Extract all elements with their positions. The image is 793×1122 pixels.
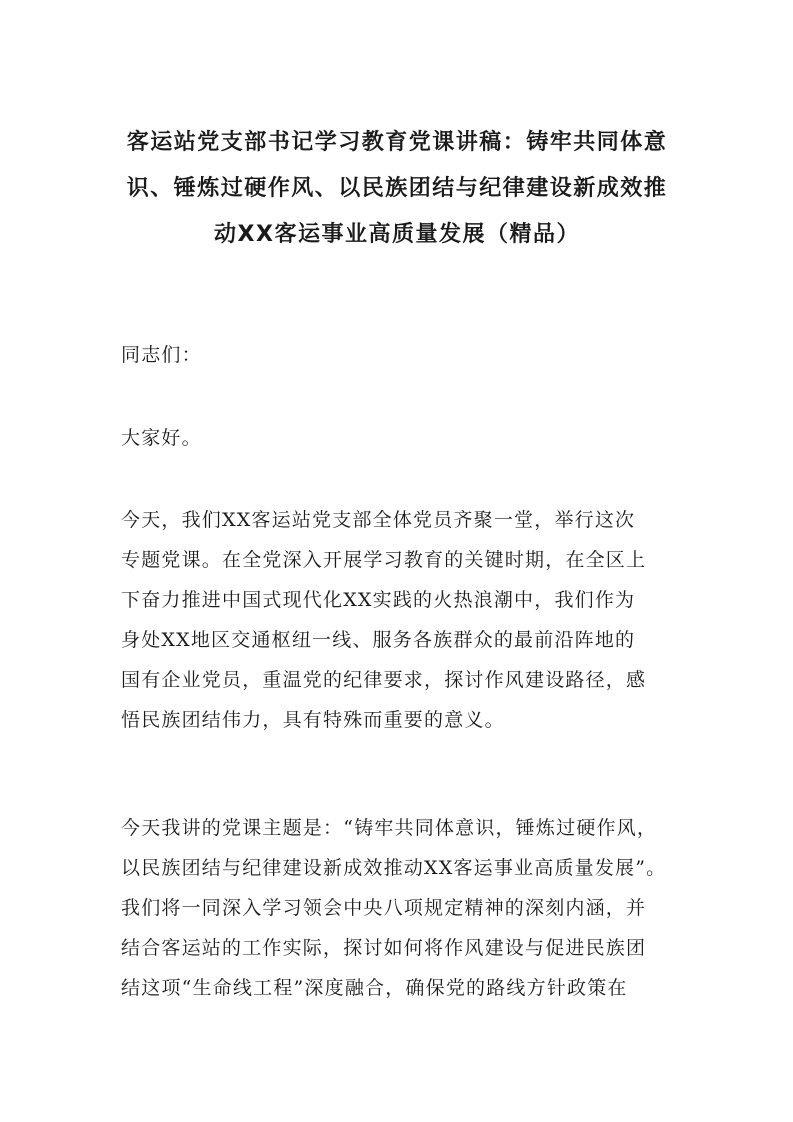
title-line-2: 识、锤炼过硬作风、以民族团结与纪律建设新成效推 bbox=[126, 176, 668, 201]
paragraph-2-line: 结这项“生命线工程”深度融合，确保党的路线方针政策在 bbox=[121, 977, 628, 999]
paragraph-1-line: 悟民族团结伟力，具有特殊而重要的意义。 bbox=[121, 709, 505, 731]
paragraph-1-line: 国有企业党员，重温党的纪律要求，探讨作风建设路径，感 bbox=[121, 669, 647, 691]
paragraph-1-line: 专题党课。在全党深入开展学习教育的关键时期，在全区上 bbox=[121, 549, 647, 571]
document-title bbox=[112, 120, 682, 258]
paragraph-1-line: 身处XX地区交通枢纽一线、服务各族群众的最前沿阵地的 bbox=[121, 629, 636, 651]
title-line-3: 动XX客运事业高质量发展（精品） bbox=[214, 222, 580, 247]
paragraph-2-line: 今天我讲的党课主题是：“铸牢共同体意识，锤炼过硬作风， bbox=[121, 817, 658, 839]
paragraph-1 bbox=[121, 500, 691, 740]
greeting-text: 大家好。 bbox=[121, 427, 202, 449]
title-line-1: 客运站党支部书记学习教育党课讲稿：铸牢共同体意 bbox=[126, 130, 668, 155]
paragraph-2-line: 以民族团结与纪律建设新成效推动XX客运事业高质量发展”。 bbox=[121, 857, 667, 879]
paragraph-1-line: 今天，我们XX客运站党支部全体党员齐聚一堂，举行这次 bbox=[121, 509, 636, 531]
salutation-text: 同志们： bbox=[121, 344, 202, 366]
paragraph-2-line: 我们将一同深入学习领会中央八项规定精神的深刻内涵，并 bbox=[121, 897, 647, 919]
paragraph-1-line: 下奋力推进中国式现代化XX实践的火热浪潮中，我们作为 bbox=[121, 589, 636, 611]
paragraph-2-line: 结合客运站的工作实际，探讨如何将作风建设与促进民族团 bbox=[121, 937, 647, 959]
greeting bbox=[121, 418, 691, 458]
paragraph-2 bbox=[121, 808, 691, 1008]
salutation bbox=[121, 335, 691, 375]
